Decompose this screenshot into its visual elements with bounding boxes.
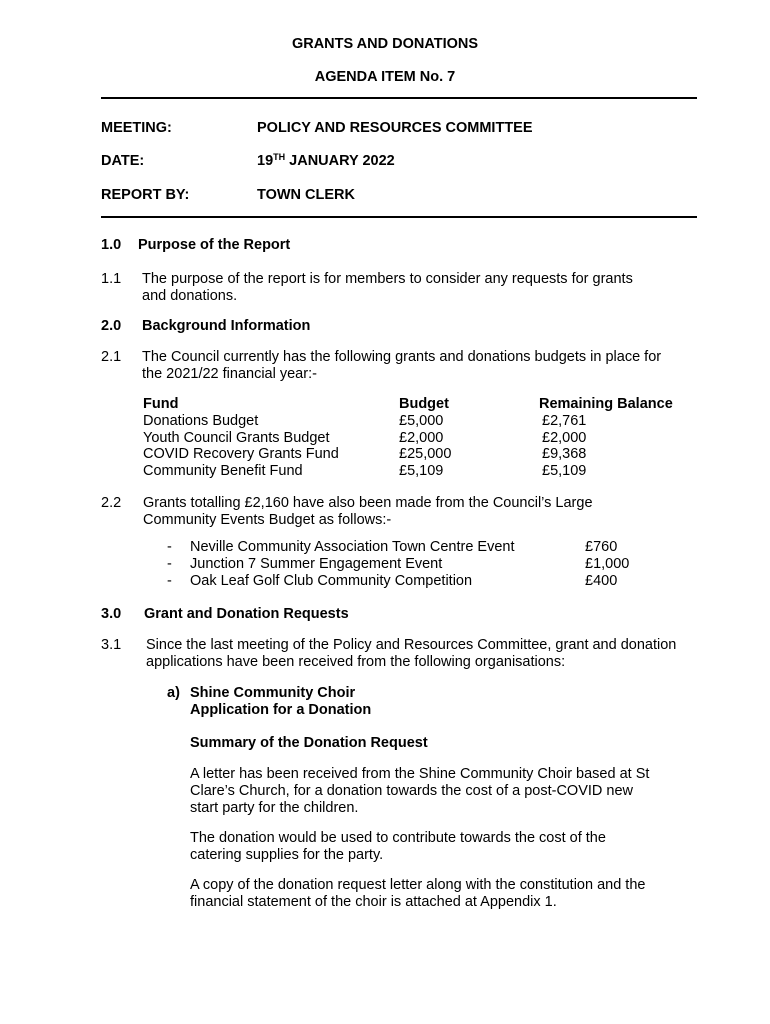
table-cell-budget: £25,000 <box>399 446 452 462</box>
para-2-2-line: Grants totalling £2,160 have also been made from the Council’s Large <box>143 495 593 511</box>
date-label: DATE: <box>101 153 145 169</box>
list-item-text: Junction 7 Summer Engagement Event <box>190 556 443 572</box>
table-cell-budget: £5,000 <box>399 413 444 429</box>
para-1-1-number: 1.1 <box>101 271 122 287</box>
para-2-1 <box>142 349 661 383</box>
table-cell-fund: COVID Recovery Grants Fund <box>143 446 339 462</box>
para-3-1-line: Since the last meeting of the Policy and Resources Committee, grant and donation <box>146 637 677 653</box>
report-by-value: TOWN CLERK <box>257 187 356 203</box>
section-1-number: 1.0 <box>101 237 122 253</box>
list-item-text: Neville Community Association Town Centre Event <box>190 539 515 555</box>
para-1-1-line: and donations. <box>142 288 238 304</box>
document-title: GRANTS AND DONATIONS <box>291 36 479 52</box>
report-by-label: REPORT BY: <box>101 187 190 203</box>
table-header-fund: Fund <box>143 396 179 412</box>
para-3-1-line: applications have been received from the following organisations: <box>146 654 566 670</box>
table-cell-remaining: £2,761 <box>542 413 587 429</box>
list-bullet: - <box>167 556 172 572</box>
table-cell-fund: Donations Budget <box>143 413 259 429</box>
para-3-1-number: 3.1 <box>101 637 122 653</box>
summary-line: financial statement of the choir is attached at Appendix 1. <box>190 894 557 910</box>
summary-paragraph-1 <box>190 766 649 817</box>
date-day: 19 <box>257 153 274 169</box>
table-cell-remaining: £5,109 <box>542 463 587 479</box>
para-2-1-number: 2.1 <box>101 349 122 365</box>
list-item-amount: £400 <box>585 573 618 589</box>
table-header-remaining: Remaining Balance <box>539 396 673 412</box>
summary-line: A letter has been received from the Shine Community Choir based at St <box>190 766 650 782</box>
list-item-amount: £760 <box>585 539 618 555</box>
list-item-amount: £1,000 <box>585 556 630 572</box>
list-item-text: Oak Leaf Golf Club Community Competition <box>190 573 473 589</box>
agenda-item: AGENDA ITEM No. 7 <box>314 69 456 85</box>
summary-paragraph-2 <box>190 830 606 864</box>
summary-line: A copy of the donation request letter along with the constitution and the <box>190 877 646 893</box>
section-2-heading: Background Information <box>142 318 311 334</box>
table-header-budget: Budget <box>399 396 449 412</box>
summary-paragraph-3 <box>190 877 645 911</box>
date-suffix: TH <box>273 152 286 162</box>
summary-line: Clare’s Church, for a donation towards the cost of a post-COVID new <box>190 783 634 799</box>
summary-line: start party for the children. <box>190 800 359 816</box>
table-cell-budget: £5,109 <box>399 463 444 479</box>
table-cell-fund: Community Benefit Fund <box>143 463 303 479</box>
section-3-number: 3.0 <box>101 606 122 622</box>
section-3-heading: Grant and Donation Requests <box>144 606 349 622</box>
section-1-heading: Purpose of the Report <box>138 237 291 253</box>
para-2-2 <box>143 495 593 529</box>
para-2-2-line: Community Events Budget as follows:- <box>143 512 392 528</box>
meeting-label: MEETING: <box>101 120 172 136</box>
para-2-2-number: 2.2 <box>101 495 122 511</box>
para-2-1-line: the 2021/22 financial year:- <box>142 366 317 382</box>
date-value <box>257 153 395 169</box>
table-cell-fund: Youth Council Grants Budget <box>143 430 330 446</box>
section-2-number: 2.0 <box>101 318 122 334</box>
item-a-title-line: Application for a Donation <box>190 702 372 718</box>
item-a-title <box>190 685 371 719</box>
table-cell-remaining: £2,000 <box>542 430 587 446</box>
date-rest: JANUARY 2022 <box>285 153 395 169</box>
meeting-value: POLICY AND RESOURCES COMMITTEE <box>257 120 533 136</box>
para-1-1-line: The purpose of the report is for members to consider any requests for grants <box>142 271 633 287</box>
header-divider <box>101 97 697 99</box>
list-bullet: - <box>167 539 172 555</box>
item-a-label: a) <box>167 685 180 701</box>
para-3-1 <box>146 637 676 671</box>
summary-heading: Summary of the Donation Request <box>190 735 428 751</box>
summary-line: The donation would be used to contribute towards the cost of the <box>190 830 606 846</box>
para-1-1 <box>142 271 633 305</box>
item-a-title-line: Shine Community Choir <box>190 685 356 701</box>
para-2-1-line: The Council currently has the following grants and donations budgets in place for <box>142 349 662 365</box>
meta-divider <box>101 216 697 218</box>
table-cell-budget: £2,000 <box>399 430 444 446</box>
summary-line: catering supplies for the party. <box>190 847 384 863</box>
list-bullet: - <box>167 573 172 589</box>
table-cell-remaining: £9,368 <box>542 446 587 462</box>
